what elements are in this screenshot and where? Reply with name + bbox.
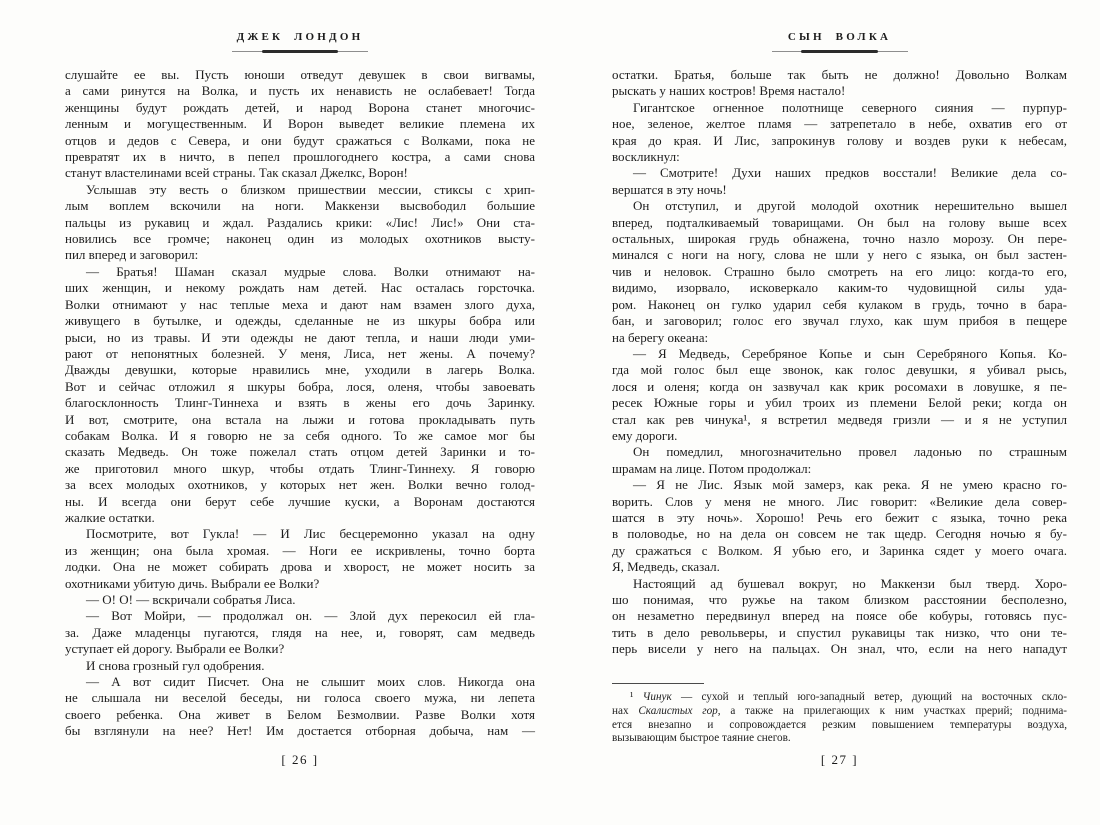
text-line: бан, и заговорил; голос его звучал глухо, как шум прибоя в пещере [612, 313, 1067, 329]
text-line: лым воплем вскочили на ноги. Маккензи высвободил большие [65, 198, 535, 214]
text-line: минался с ноги на ногу, слова не шли у него с языка, он был застен- [612, 247, 1067, 263]
text-line: собакам Волка. И я говорю не за себя одного. То же самое мог бы [65, 427, 535, 443]
text-line: жалкие остатки. [65, 509, 155, 525]
text-line: за всех молодых охотников, у которых нет жен. Волки вечно голод- [65, 477, 535, 493]
page-text-column [612, 67, 1067, 658]
text-line: Он отступил, и другой молодой охотник нерешительно вышел [633, 198, 1067, 214]
text-line: И снова грозный гул одобрения. [86, 657, 265, 673]
page-number: [ 27 ] [820, 752, 859, 767]
text-line: Вот и сейчас отложил я шкуры бобра, лося, оленя, чтобы завоевать [65, 378, 535, 394]
text-line: слушайте ее вы. Пусть юноши отведут девушек в свои вигвамы, [65, 67, 535, 82]
text-line: превратят их в ничто, в пепел прошлогоднего костра, а сами снова [65, 149, 535, 165]
text-line: за. Даже младенцы пугаются, глядя на нее, и, говорят, сам медведь [65, 624, 535, 640]
text-line: лося и оленя; когда он зазвучал как крик росомахи в ловушке, я пе- [612, 378, 1067, 394]
text-line: видимо, изорвало, исковеркало каким-то чудовищной силы уда- [612, 280, 1067, 296]
text-line: ется внезапно и сопровождается резким повышением температуры воздуха, [612, 718, 1067, 731]
footnote-rule [612, 683, 704, 684]
text-line: ему дороги. [612, 427, 678, 443]
text-line: охотниками убитую дичь. Выбрали ее Волки? [65, 575, 320, 591]
text-line: сказать Медведь. Он тоже пожелал стать отцом детей Заринки и то- [65, 444, 535, 460]
text-line: Услышав эту весть о близком пришествии мессии, стиксы с хрип- [86, 181, 535, 197]
page-number: [ 26 ] [281, 752, 319, 767]
text-line: пальцы из рукавиц и ждал. Раздались крики: «Лис! Лис!» Они ста- [65, 214, 535, 230]
running-header-author: ДЖЕК ЛОНДОН [236, 31, 364, 43]
text-line: ших женщин, и некому рождать нам детей. Нас осталась горсточка. [65, 280, 535, 296]
text-line: шрамам на лице. Потом продолжал: [612, 460, 812, 476]
text-line: ду сражаться с Волком. Я убью его, и Заринка сядет у моего очага. [612, 542, 1067, 558]
text-line: ное, зеленое, желтое пламя — затрепетало в небе, охватив его от [612, 116, 1067, 132]
text-line: — А вот сидит Писчет. Она не слышит моих слов. Никогда она [86, 674, 535, 690]
text-line: перь висели у него на пальцах. Он знал, что, если на него нападут [612, 641, 1067, 657]
text-line: из женщин; она была хромая. — Ноги ее искривлены, точно борта [65, 542, 535, 558]
text-line: чив и неловок. Страшно было смотреть на его лицо: когда-то его, [612, 263, 1067, 279]
text-line: вызывающим быстрое таяние снегов. [612, 732, 791, 745]
text-line: нах Скалистых гор, а также на прилегающих к ним участках прерий; поднима- [612, 704, 1068, 717]
text-line: — Вот Мойри, — продолжал он. — Злой дух перекосил ей гла- [86, 608, 535, 624]
text-line: уступает ей дорогу. Выбрали ее Волки? [65, 641, 285, 657]
text-line: шо понимая, что ружье на таком близком расстоянии бесполезно, [612, 592, 1067, 607]
text-line: — О! О! — вскричали собратья Лиса. [86, 592, 296, 607]
text-line: в половодье, но на дела он совсем не так щедр. Сегодня ночью я бу- [612, 526, 1067, 542]
text-line: вперед, подталкиваемый товарищами. Он был на голову выше всех [612, 214, 1067, 230]
text-line: ром. Наконец он гулко ударил себя кулаком в грудь, точно в бара- [612, 296, 1067, 312]
text-line: же приготовил много шкур, чтобы отдать Тлинг-Тиннеху. Я говорю [65, 460, 535, 476]
text-line: новились все громче; наконец один из молодых охотников высту- [65, 231, 535, 247]
text-line: рыскать у наших костров! Время настало! [612, 83, 846, 99]
running-header [612, 31, 1067, 53]
text-line: ворить. Слов у меня не много. Лис говорит: «Великие дела совер- [612, 493, 1067, 509]
text-line: отцов и дедов с Севера, и они будут сражаться с Волками, пока не [65, 132, 535, 148]
text-line: Гигантское огненное полотнище северного сияния — пурпур- [633, 99, 1067, 115]
text-line: Он помедлил, многозначительно провел ладонью по страшным [633, 444, 1067, 460]
text-line: своего ребенка. Она живет в Белом Безмолвии. Разве Волки хотя [65, 706, 535, 722]
text-line: он незаметно передвинул вперед на поясе обе кобуры, готовясь пус- [612, 608, 1067, 624]
text-line: рыси, но из травы. И эти одежды не дают тепла, и наши люди уми- [65, 329, 535, 345]
text-line: ¹ Чинук — сухой и теплый юго-западный ветер, дующий на восточных скло- [630, 691, 1067, 703]
text-line: шатся в эту ночь». Хорошо! Речь его бежит с языка, точно река [612, 509, 1067, 525]
text-line: стал как рев чинука¹, я встретил медведя гризли — и я не уступил [612, 411, 1067, 427]
running-header [65, 31, 535, 53]
text-line: тить в дело револьверы, и спустил рукавицы так низко, что они те- [612, 624, 1067, 640]
text-line: края до края. И Лис, запрокинув голову и воздев руки к небесам, [612, 132, 1067, 148]
text-line: ленным и могущественным. И Ворон выведет великие племена их [65, 116, 535, 132]
text-line: — Я не Лис. Язык мой замерз, как река. Я не умею красно го- [633, 477, 1067, 493]
text-line: Посмотрите, вот Гукла! — И Лис бесцеремонно указал на одну [86, 526, 535, 542]
text-line: — Я Медведь, Серебряное Копье и сын Серебряного Копья. Ко- [633, 345, 1067, 361]
page-text-column [65, 67, 535, 740]
right-page [612, 0, 1067, 825]
running-header-title: СЫН ВОЛКА [787, 31, 892, 43]
text-line: живущего в бутылке, и одежды, сделанные не из шкуры бобра или [65, 313, 535, 329]
text-line: бы взглянули на нее? Нет! Им достается отборная добыча, нам — [65, 723, 535, 739]
left-page [65, 0, 535, 825]
text-line: Волки отнимают у нас теплые меха и дают нам взамен злого духа, [65, 296, 535, 312]
text-line: станут властелинами всей страны. Так сказал Джелкс, Ворон! [65, 165, 408, 181]
text-line: не слышала ни веселой беседы, ни голоса своего мужа, ни лепета [65, 690, 535, 706]
text-line: И вот, смотрите, она встала на лыжи и готова прокладывать путь [65, 411, 535, 427]
header-rule-ornament [232, 50, 368, 53]
text-line: рают от непонятных болезней. У меня, Лиса, нет жены. А почему? [65, 345, 535, 361]
text-line: благосклонность Тлинг-Тиннеха и взять в жены его дочь Заринку. [65, 395, 535, 411]
text-line: гда мой голос был еще звонок, как голос девушки, я убивал рысь, [612, 362, 1067, 378]
text-line: а сами ринутся на Волка, и пусть их ненависть не ослабевает! Тогда [65, 83, 535, 99]
text-line: пил вперед и заговорил: [65, 247, 199, 263]
text-line: — Братья! Шаман сказал мудрые слова. Волки отнимают на- [86, 263, 535, 279]
text-line: ресек Южные горы и убил троих из племени Белой реки; когда он [612, 395, 1067, 411]
text-line: остальных, широкая грудь обнажена, точно назло морозу. Он пере- [612, 231, 1067, 247]
text-line: вершатся в эту ночь! [612, 181, 727, 197]
text-line: остатки. Братья, больше так быть не должно! Довольно Волкам [612, 67, 1067, 82]
text-line: Дважды девушки, которые нравились мне, уходили в лагерь Волка. [65, 362, 535, 378]
text-line: лодки. Она не может собирать дрова и хворост, не может носить за [65, 559, 535, 575]
text-line: ны. И всегда они берут себе лучшие куски, а Воронам достаются [65, 493, 535, 509]
text-line: Настоящий ад бушевал вокруг, но Маккензи был тверд. Хоро- [633, 575, 1067, 591]
text-line: воскликнул: [612, 149, 680, 165]
text-line: на берегу океана: [612, 329, 709, 345]
text-line: женщины будут рождать детей, и народ Ворона станет многочис- [65, 99, 535, 115]
text-line: — Смотрите! Духи наших предков восстали! Великие дела со- [633, 165, 1067, 181]
footnote [612, 691, 1067, 746]
text-line: Я, Медведь, сказал. [612, 559, 720, 575]
header-rule-ornament [772, 50, 908, 53]
